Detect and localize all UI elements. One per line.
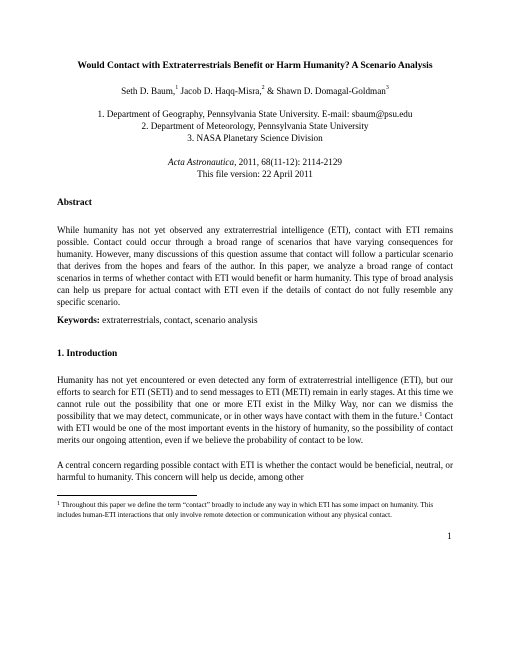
author-2: Jacob D. Haqq-Misra, <box>180 86 262 96</box>
intro-p1-part-b: Contact with ETI would be one of the most important events in the history of humanity, so the possibility of contact merits our ongoing attention, even if we believe the probability of contact to be low. <box>57 411 453 446</box>
introduction-paragraph-1 <box>57 374 453 446</box>
intro-p1-part-a: Humanity has not yet encountered or even detected any form of extraterrestrial intelligence (ETI), but our efforts to search for ETI (SETI) and to send messages to ETI (METI) remain in early stages. At this time we cannot rule out the possibility that one or more ETI exist in the Milky Way, nor can we dismiss the possibility that we may detect, communicate, or in other ways have contact with them in the future. <box>57 375 453 422</box>
citation-details: , 2011, 68(11-12): 2114-2129 <box>234 157 343 167</box>
keywords-text: extraterrestrials, contact, scenario analysis <box>99 315 258 325</box>
paper-title: Would Contact with Extraterrestrials Benefit or Harm Humanity? A Scenario Analysis <box>77 60 433 71</box>
author-3-affil-mark: 3 <box>385 85 389 91</box>
affiliation-3: 3. NASA Planetary Science Division <box>187 133 323 143</box>
author-1-affil-mark: 1 <box>175 85 179 91</box>
abstract-heading: Abstract <box>57 198 92 208</box>
affiliation-1: 1. Department of Geography, Pennsylvania State University. E-mail: sbaum@psu.edu <box>97 109 413 119</box>
page-number: 1 <box>447 532 452 542</box>
footnote-separator <box>57 495 197 496</box>
affiliation-2: 2. Department of Meteorology, Pennsylvania State University <box>141 121 369 131</box>
footnote <box>57 500 457 520</box>
keywords-line <box>57 315 258 325</box>
author-3: & Shawn D. Domagal-Goldman <box>266 86 386 96</box>
file-version: This file version: 22 April 2011 <box>197 169 313 179</box>
introduction-heading: 1. Introduction <box>57 349 118 359</box>
footnote-mark: 1 <box>57 501 60 507</box>
footnote-text: Throughout this paper we define the term “contact” broadly to include any way in which ETI has some impact on humanity. This includes human-ETI interactions that only involve remote detection or communication without any physical contact. <box>57 501 434 519</box>
author-2-affil-mark: 2 <box>261 85 265 91</box>
citation-line <box>40 157 470 167</box>
abstract-text: While humanity has not yet observed any extraterrestrial intelligence (ETI), contact with ETI remains possible. Contact could occur through a broad range of scenarios that have varying consequences for humanity. However, many discussions of this question assume that contact will follow a particular scenario that derives from the hopes and fears of the author. In this paper, we analyze a broad range of contact scenarios in terms of whether contact with ETI would benefit or harm humanity. This type of broad analysis can help us prepare for actual contact with ETI even if the details of contact do not fully resemble any specific scenario. <box>57 225 453 308</box>
journal-name: Acta Astronautica <box>167 157 235 167</box>
author-1: Seth D. Baum, <box>121 86 176 96</box>
introduction-paragraph-2: A central concern regarding possible contact with ETI is whether the contact would be beneficial, neutral, or harmful to humanity. This concern will help us decide, among other <box>57 460 453 483</box>
keywords-label: Keywords: <box>57 315 100 325</box>
author-line <box>40 86 470 96</box>
footnote-ref-1: 1 <box>419 412 423 419</box>
